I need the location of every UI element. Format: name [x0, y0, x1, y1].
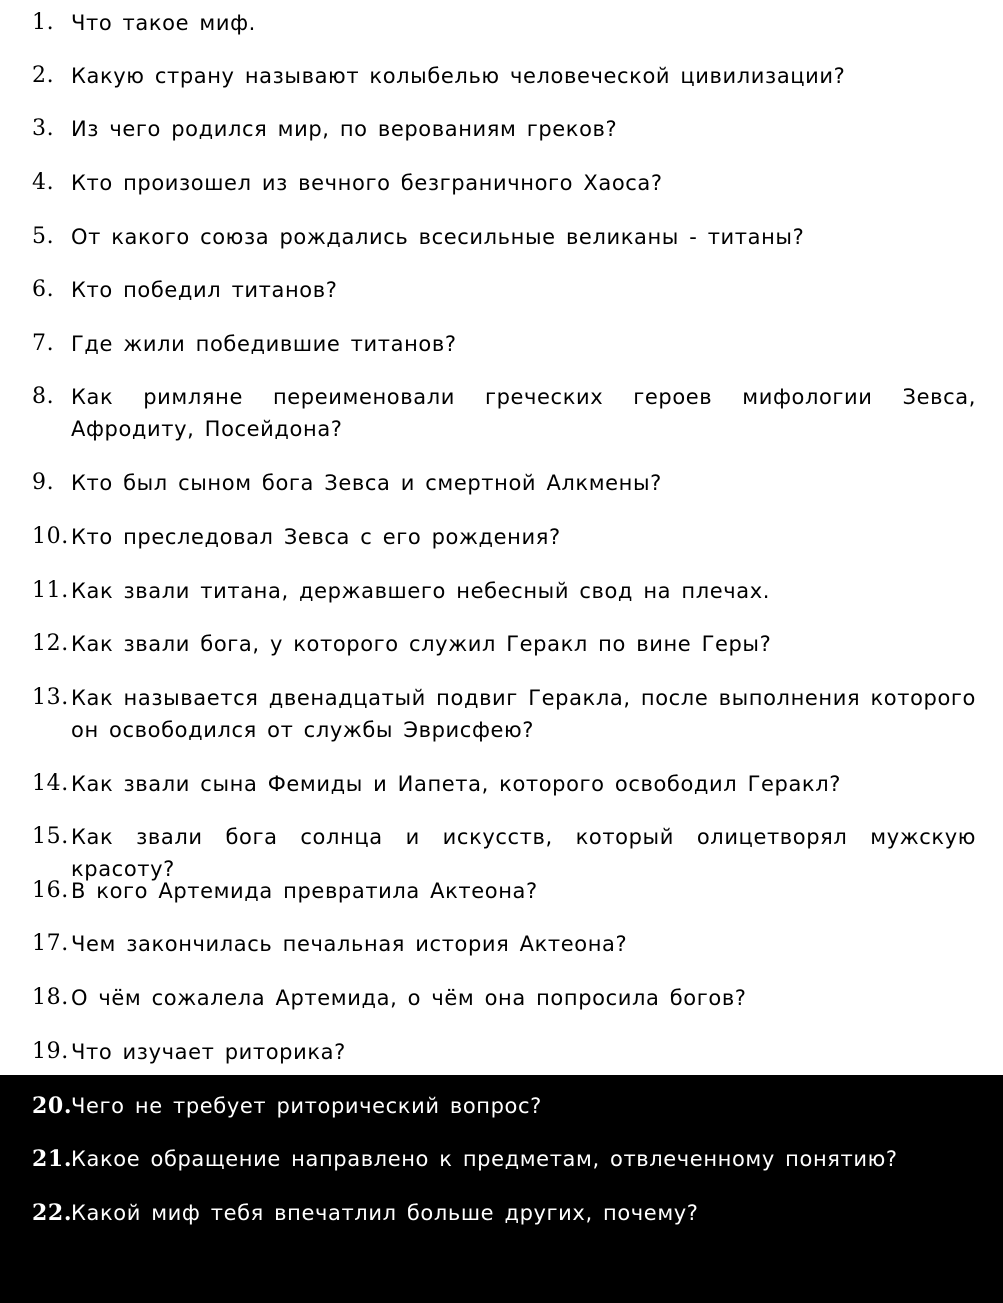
question-number: 7. — [32, 331, 55, 356]
question-number: 15. — [32, 824, 69, 849]
question-text: Что такое миф. — [71, 11, 256, 35]
question-text: Как называется двенадцатый подвиг Геракла, после выполнения которого он освободился от службы Эврисфею? — [71, 686, 976, 742]
question-number: 21. — [32, 1146, 73, 1172]
question-text: Как римляне переименовали греческих героев мифологии Зевса, Афродиту, Посейдона? — [71, 385, 976, 441]
question-text: Кто был сыном бога Зевса и смертной Алкмены? — [71, 471, 662, 495]
question-text: В кого Артемида превратила Актеона? — [71, 879, 538, 903]
question-text: Что изучает риторика? — [71, 1040, 346, 1064]
question-text: Какое обращение направлено к предметам, отвлеченному понятию? — [71, 1147, 898, 1171]
question-number: 4. — [32, 170, 55, 195]
question-text: Как звали титана, державшего небесный свод на плечах. — [71, 579, 771, 603]
question-number: 2. — [32, 63, 55, 88]
question-text: Какую страну называют колыбелью человеческой цивилизации? — [71, 64, 846, 88]
question-number: 5. — [32, 224, 55, 249]
question-number: 22. — [32, 1200, 73, 1226]
question-number: 9. — [32, 470, 55, 495]
question-text: Чем закончилась печальная история Актеона? — [71, 932, 628, 956]
question-number: 20. — [32, 1093, 73, 1119]
question-text: Кто победил титанов? — [71, 278, 338, 302]
question-number: 14. — [32, 771, 69, 796]
question-number: 17. — [32, 931, 69, 956]
question-number: 6. — [32, 277, 55, 302]
question-number: 11. — [32, 578, 69, 603]
question-number: 10. — [32, 524, 69, 549]
question-text: Как звали бога солнца и искусств, который олицетворял мужскую красоту? — [71, 825, 976, 881]
question-text: Какой миф тебя впечатлил больше других, почему? — [71, 1201, 699, 1225]
question-text: От какого союза рождались всесильные великаны - титаны? — [71, 225, 805, 249]
question-number: 8. — [32, 384, 55, 409]
question-number: 3. — [32, 116, 55, 141]
question-number: 16. — [32, 878, 69, 903]
question-text: О чём сожалела Артемида, о чём она попросила богов? — [71, 986, 747, 1010]
question-number: 19. — [32, 1039, 69, 1064]
question-text: Из чего родился мир, по верованиям греков? — [71, 117, 618, 141]
question-text: Где жили победившие титанов? — [71, 332, 457, 356]
question-text: Кто преследовал Зевса с его рождения? — [71, 525, 561, 549]
question-number: 18. — [32, 985, 69, 1010]
question-text: Чего не требует риторический вопрос? — [71, 1094, 542, 1118]
question-number: 12. — [32, 631, 69, 656]
question-text: Кто произошел из вечного безграничного Хаоса? — [71, 171, 663, 195]
question-number: 1. — [32, 10, 55, 35]
question-text: Как звали сына Фемиды и Иапета, которого освободил Геракл? — [71, 772, 841, 796]
question-number: 13. — [32, 685, 69, 710]
question-text: Как звали бога, у которого служил Геракл по вине Геры? — [71, 632, 772, 656]
